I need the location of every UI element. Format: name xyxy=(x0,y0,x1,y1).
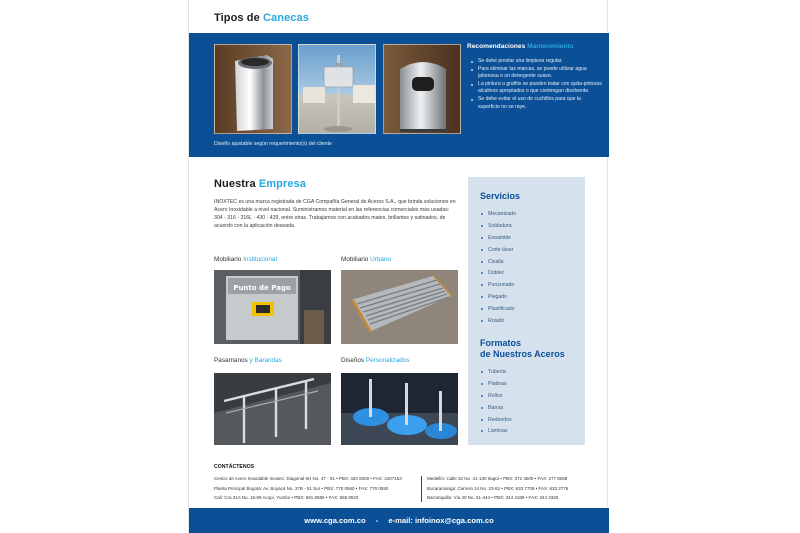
brochure-page xyxy=(188,0,608,533)
footer-bar xyxy=(189,508,609,533)
contact-line: Medellín: Calle 32 No. 41-130 Itagüí • PBX: 372 4500 • FAX: 277 8088 xyxy=(427,476,568,481)
list-item: Ensamble xyxy=(480,235,516,247)
gallery-label-a: Mobiliario xyxy=(214,256,244,263)
tipos-title-a: Tipos de xyxy=(214,12,263,24)
list-item: Soldadura xyxy=(480,223,516,235)
contact-right xyxy=(427,474,568,503)
gallery-label-a: Diseños xyxy=(341,357,366,364)
contact-line: Centro de Acero Inoxidable Inoxtec: Diagonal 5H No. 47 - 01 • PBX: 420 6000 • FAX: 4207153 xyxy=(214,476,402,481)
list-item: Rollos xyxy=(480,393,512,405)
gallery-label-b: Urbano xyxy=(370,256,392,263)
list-item: Redondos xyxy=(480,417,512,429)
list-item: Se debe prestar una limpieza regular. xyxy=(471,58,603,66)
servicios-panel xyxy=(468,177,585,445)
list-item: Punzonado xyxy=(480,282,516,294)
gallery-label-1 xyxy=(214,256,277,263)
gallery-label-2 xyxy=(341,256,391,263)
list-item: Barras xyxy=(480,405,512,417)
contact-left xyxy=(214,474,402,503)
list-item: Tubería xyxy=(480,369,512,381)
servicios-title: Servicios xyxy=(480,191,521,201)
gallery-label-b: Institucional xyxy=(243,256,277,263)
formatos-list xyxy=(480,369,512,440)
caneca-image-2 xyxy=(298,44,376,134)
gallery-label-a: Mobiliario xyxy=(341,256,371,263)
canecas-band xyxy=(189,33,609,157)
formatos-title-1: Formatos xyxy=(480,338,522,348)
contact-divider xyxy=(421,476,422,502)
caneca-image-1 xyxy=(214,44,292,134)
list-item: La pintura o grafitis se pueden tratar con quita-pinturas alcalinos apropiados o que contengan disolvente. xyxy=(471,81,603,96)
list-item: Se debe evitar el uso de cuchillos para que la superficie no se raye. xyxy=(471,96,603,111)
list-item: Cizalla xyxy=(480,259,516,271)
punto-de-pago-sign: Punto de Pago xyxy=(233,284,291,292)
tipos-title xyxy=(214,12,309,24)
email-link[interactable]: e-mail: infoinox@cga.com.co xyxy=(388,516,494,525)
tipos-caption: Diseño ajustable según requerimiento(s) del cliente xyxy=(214,141,332,147)
empresa-title-b: Empresa xyxy=(258,178,306,190)
recomendaciones-list xyxy=(471,58,603,111)
recomendaciones-title xyxy=(467,43,574,50)
photo-mobiliario-institucional xyxy=(214,270,331,344)
gallery-label-b: Personalizados xyxy=(365,357,410,364)
footer-separator: - xyxy=(375,516,379,525)
list-item: Láminas xyxy=(480,428,512,440)
contact-line: Bucaramanga: Carrera 14 No. 23-62 • PBX: 633 7708 • FAX: 633 2776 xyxy=(427,485,569,491)
website-link[interactable]: www.cga.com.co xyxy=(304,516,366,525)
list-item: Mecanizado xyxy=(480,211,516,223)
list-item: Para eliminar las marcas, se puede utilizar agua jabonosa o un detergente suave. xyxy=(471,66,603,81)
list-item: Plegado xyxy=(480,294,516,306)
list-item: Plastificado xyxy=(480,306,516,318)
contact-title: CONTÁCTENOS xyxy=(214,464,255,470)
list-item: Corte láser xyxy=(480,247,516,259)
empresa-title xyxy=(214,178,306,190)
contact-line: Cali: Cra 31A No. 15-59 Acopi, Yumbo • PBX: 691 8585 • FAX: 665 8533 xyxy=(214,495,359,501)
empresa-title-a: Nuestra xyxy=(214,178,259,190)
formatos-title-2: de Nuestros Aceros xyxy=(480,349,565,359)
caneca-image-3 xyxy=(383,44,461,134)
contact-line: Planta Principal Bogotá: Av. Boyacá No. 37B - 51 Sur • PBX: 770 0560 • FAX: 770 0550 xyxy=(214,485,389,491)
empresa-body: INOXTEC es una marca registrada de CGA Compañía General de Aceros S.A., que brinda soluciones en Acero Inoxidable a nivel nacional. Suministramos material en las referencias comerciales más usadas: 304 - 316 - 316L - 430 - 439, entre otras. Trabajamos con acabados mates, brillantes y satinados, de acuerdo con la aplicación deseada. xyxy=(214,199,456,229)
rec-title-a: Recomendaciones xyxy=(467,43,528,50)
photo-mobiliario-urbano xyxy=(341,270,458,344)
gallery-label-4 xyxy=(341,357,410,364)
list-item: Doblez xyxy=(480,270,516,282)
gallery-label-3 xyxy=(214,357,282,364)
servicios-list xyxy=(480,211,516,330)
tipos-title-b: Canecas xyxy=(262,12,309,24)
photo-disenos-personalizados xyxy=(341,373,458,445)
contact-line: Barranquilla: Vía 40 No. 51-444 • PBX: 344 4188 • FAX: 344 3326 xyxy=(427,495,559,501)
formatos-title xyxy=(480,338,565,360)
list-item: Rolado xyxy=(480,318,516,330)
gallery-label-b: y Barandas xyxy=(249,357,282,364)
gallery-label-a: Pasamanos xyxy=(214,357,250,364)
rec-title-b: Mantenimiento xyxy=(527,43,574,50)
photo-pasamanos-barandas xyxy=(214,373,331,445)
list-item: Platinas xyxy=(480,381,512,393)
